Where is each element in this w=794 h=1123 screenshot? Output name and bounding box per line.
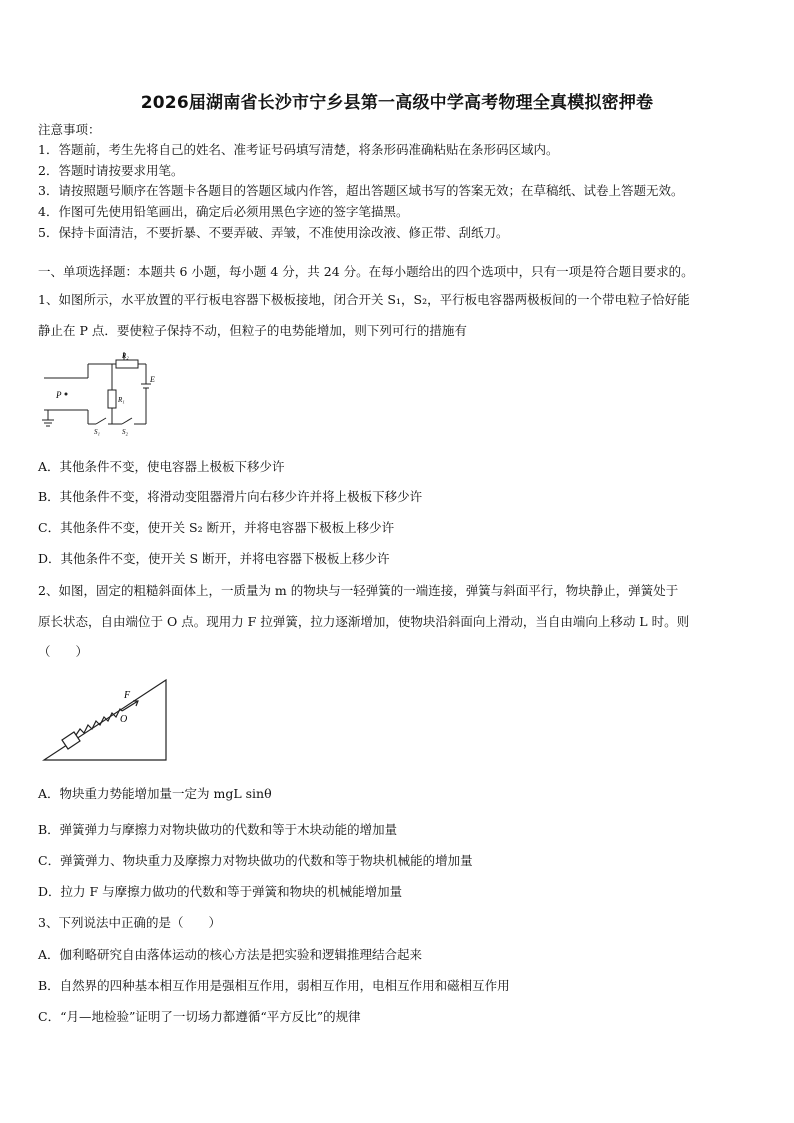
q1-label-p: P (56, 390, 62, 400)
section-heading: 一、单项选择题：本题共 6 小题，每小题 4 分，共 24 分。在每小题给出的四个选项中，只有一项是符合题目要求的。 (38, 264, 694, 279)
notice-item: 4．作图可先使用铅笔画出，确定后必须用黑色字迹的签字笔描黑。 (38, 204, 409, 219)
q2-option-c: C．弹簧弹力、物块重力及摩擦力对物块做功的代数和等于物块机械能的增加量 (38, 853, 473, 868)
q2-incline-figure (40, 676, 172, 764)
q1-option-c: C．其他条件不变，使开关 S₂ 断开，并将电容器下极板上移少许 (38, 520, 395, 535)
q2-stem-line2: 原长状态，自由端位于 O 点。现用力 F 拉弹簧，拉力逐渐增加，使物块沿斜面向上滑动，当自由端向上移动 L 时。则 (38, 614, 690, 629)
q1-stem-line1: 1、如图所示，水平放置的平行板电容器下极板接地，闭合开关 S₁，S₂，平行板电容器两极板间的一个带电粒子恰好能 (38, 292, 690, 307)
q2-option-b: B．弹簧弹力与摩擦力对物块做功的代数和等于木块动能的增加量 (38, 822, 398, 837)
q1-option-a: A．其他条件不变，使电容器上极板下移少许 (38, 459, 285, 474)
q1-label-r2: R₂ (122, 352, 129, 360)
q3-option-b: B．自然界的四种基本相互作用是强相互作用，弱相互作用，电相互作用和磁相互作用 (38, 978, 510, 993)
q2-label-f: F (124, 690, 131, 701)
q3-option-a: A．伽利略研究自由落体运动的核心方法是把实验和逻辑推理结合起来 (38, 947, 423, 962)
q2-option-d: D．拉力 F 与摩擦力做功的代数和等于弹簧和物块的机械能增加量 (38, 884, 403, 899)
q3-stem: 3、下列说法中正确的是（ ） (38, 915, 221, 930)
notice-item: 3．请按照题号顺序在答题卡各题目的答题区域内作答，超出答题区域书写的答案无效；在草稿纸、试卷上答题无效。 (38, 183, 684, 198)
q3-option-c: C．“月—地检验”证明了一切场力都遵循“平方反比”的规律 (38, 1009, 361, 1024)
q1-option-b: B．其他条件不变，将滑动变阻器滑片向右移少许并将上极板下移少许 (38, 489, 423, 504)
q2-label-o: O (120, 714, 128, 725)
notice-item: 2．答题时请按要求用笔。 (38, 163, 184, 178)
q1-option-d: D．其他条件不变，使开关 S 断开，并将电容器下极板上移少许 (38, 551, 390, 566)
q1-label-e: E (150, 375, 155, 384)
page-title: 2026届湖南省长沙市宁乡县第一高级中学高考物理全真模拟密押卷 (140, 93, 654, 113)
q2-stem-line1: 2、如图，固定的粗糙斜面体上，一质量为 m 的物块与一轻弹簧的一端连接，弹簧与斜面平行，物块静止，弹簧处于 (38, 583, 679, 598)
q1-stem-line2: 静止在 P 点．要使粒子保持不动，但粒子的电势能增加，则下列可行的措施有 (38, 323, 467, 338)
q2-option-a: A．物块重力势能增加量一定为 mgL sinθ (38, 786, 272, 801)
notice-item: 5．保持卡面清洁，不要折暴、不要弄破、弄皱，不准使用涂改液、修正带、刮纸刀。 (38, 225, 509, 240)
notice-item: 1．答题前，考生先将自己的姓名、准考证号码填写清楚，将条形码准确粘贴在条形码区域内。 (38, 142, 559, 157)
q1-label-s2: S₂ (122, 428, 128, 436)
q2-stem-line3: （ ） (38, 644, 89, 659)
q1-label-s1: S₁ (94, 428, 100, 436)
q1-circuit-figure (38, 348, 158, 438)
notice-heading: 注意事项： (38, 122, 101, 137)
q1-label-r1: R₁ (118, 396, 125, 404)
